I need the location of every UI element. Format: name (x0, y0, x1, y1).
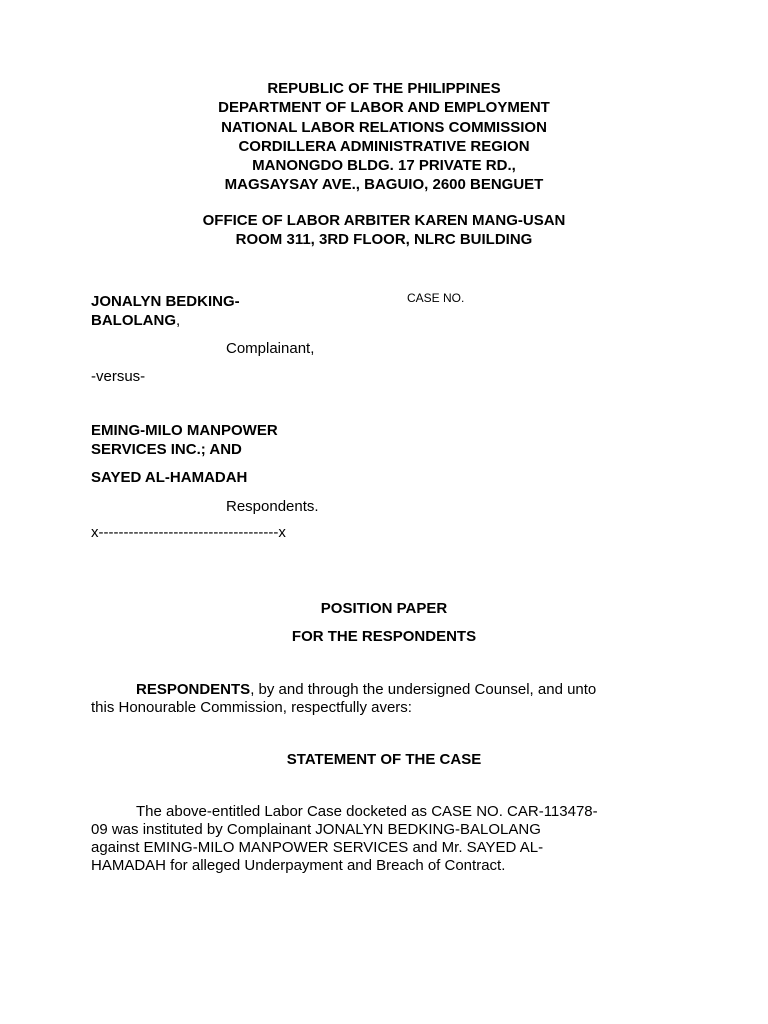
intro-line1-rest: , by and through the undersigned Counsel, and unto (250, 681, 597, 698)
document-header (0, 79, 768, 195)
office-line-room: ROOM 311, 3RD FLOOR, NLRC BUILDING (235, 231, 533, 249)
intro-line2: this Honourable Commission, respectfully avers: (91, 699, 412, 716)
respondent-role: Respondents. (226, 498, 319, 515)
intro-line1 (136, 681, 596, 700)
complainant-name-line2: BALOLANG (91, 312, 176, 329)
header-line-building: MANONGDO BLDG. 17 PRIVATE RD., (252, 157, 516, 175)
statement-heading: STATEMENT OF THE CASE (286, 751, 482, 768)
complainant-name-line1: JONALYN BEDKING- (91, 293, 240, 310)
statement-line3: against EMING-MILO MANPOWER SERVICES and Mr. SAYED AL- (91, 839, 544, 856)
header-line-commission: NATIONAL LABOR RELATIONS COMMISSION (221, 118, 547, 136)
document-subtitle: FOR THE RESPONDENTS (291, 628, 477, 645)
header-line-department: DEPARTMENT OF LABOR AND EMPLOYMENT (218, 99, 550, 117)
versus-label: -versus- (91, 368, 146, 385)
statement-line2: 09 was instituted by Complainant JONALYN BEDKING-BALOLANG (91, 821, 541, 838)
statement-line4: HAMADAH for alleged Underpayment and Breach of Contract. (91, 857, 506, 874)
office-line-arbiter: OFFICE OF LABOR ARBITER KAREN MANG-USAN (202, 212, 566, 229)
header-line-republic: REPUBLIC OF THE PHILIPPINES (267, 80, 501, 97)
respondent-line3: SAYED AL-HAMADAH (91, 469, 248, 486)
header-line-address: MAGSAYSAY AVE., BAGUIO, 2600 BENGUET (224, 176, 544, 194)
office-block (0, 211, 768, 250)
document-title: POSITION PAPER (320, 600, 448, 617)
complainant-name-line2-wrap (91, 311, 180, 330)
respondent-line1: EMING-MILO MANPOWER (91, 422, 278, 439)
header-line-region: CORDILLERA ADMINISTRATIVE REGION (238, 137, 530, 155)
case-no-label: CASE NO. (407, 291, 465, 305)
complainant-comma: , (176, 312, 181, 329)
intro-bold-lead: RESPONDENTS (136, 681, 251, 698)
respondent-line2: SERVICES INC.; AND (91, 441, 242, 458)
complainant-role: Complainant, (226, 340, 315, 357)
caption-separator: x------------------------------------x (91, 524, 286, 541)
statement-line1: The above-entitled Labor Case docketed as CASE NO. CAR-113478- (136, 803, 598, 820)
